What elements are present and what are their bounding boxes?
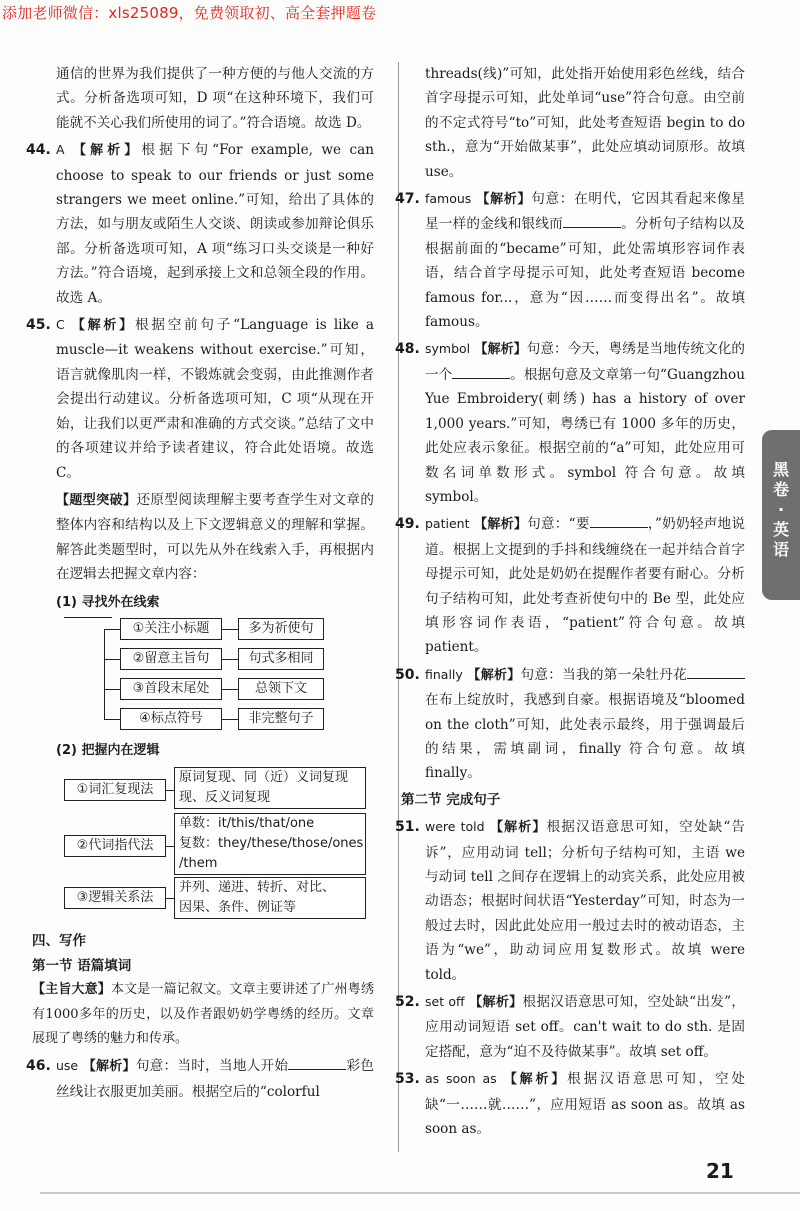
- answer: were told: [425, 819, 485, 835]
- analysis-tag: 【解析】: [503, 1072, 568, 1088]
- analysis-text: 。根据句意及文章第一句“Guangzhou Yue Embroidery(刺绣) has a history of over 1,000 years.”可知，粤绣已有 1000 多年的历史，此处应表示象征。根据空前的“a”可知，此处应用可数名词单数形式。symbol 符合句意。故填 symbol。: [425, 366, 746, 505]
- tree-line: [166, 846, 174, 847]
- logic-method-box: ②代词指代法: [64, 835, 166, 857]
- watermark-text: 添加老师微信：xls25089，免费领取初、高全套押题卷: [2, 4, 377, 22]
- section-outer-clues: (1) 寻找外在线索: [56, 594, 160, 610]
- tree-line: [222, 719, 238, 720]
- analysis-tag: 【解析】: [490, 820, 547, 836]
- question-number: 44.: [26, 142, 51, 159]
- answer: symbol: [425, 341, 471, 357]
- question-number: 51.: [395, 819, 420, 836]
- analysis-text: 根据汉语意思可知，空处缺“告诉”，应用动词 tell；分析句子结构可知，主语 we 与动词 tell 之间存在逻辑上的动宾关系，此处应用被动语态；根据时间状语“Yesterday”可知，时态为一般过去时，因此此处应用一般过去时的被动语态，主语为“we”，助动词应用复数形式。故填 were told。: [425, 819, 745, 983]
- outer-clues-diagram: [56, 617, 374, 735]
- clue-result-box: 非完整句子: [238, 708, 324, 730]
- tree-line: [104, 719, 120, 720]
- clue-result-box: 句式多相同: [238, 648, 324, 670]
- tree-line: [222, 689, 238, 690]
- left-column: [26, 62, 375, 1104]
- inner-logic-diagram: [56, 765, 374, 915]
- tree-line: [64, 617, 112, 618]
- logic-detail-box: [174, 767, 366, 809]
- clue-result-box: 多为祈使句: [238, 618, 324, 640]
- tree-line: [166, 898, 174, 899]
- clue-result-box: 总领下文: [238, 678, 324, 700]
- tree-line: [222, 629, 238, 630]
- question-46: [26, 1054, 375, 1104]
- question-45: [26, 313, 374, 485]
- clue-box: ④标点符号: [120, 708, 222, 730]
- analysis-text: 句意：当我的第一朵牡丹花: [520, 666, 688, 683]
- question-number: 46.: [26, 1058, 51, 1075]
- tip-paragraph: [56, 488, 374, 587]
- tree-line: [104, 689, 120, 690]
- tree-line: [104, 629, 105, 719]
- fill-blank: [288, 1055, 346, 1070]
- analysis-tag: 【解析】: [476, 192, 532, 208]
- logic-method-box: ③逻辑关系法: [64, 887, 166, 909]
- question-number: 48.: [395, 341, 420, 358]
- fill-blank: [590, 513, 648, 528]
- question-number: 45.: [26, 317, 51, 334]
- logic-detail-line: 因果、条件、例证等: [179, 900, 297, 916]
- logic-detail-line: /them: [179, 856, 218, 872]
- clue-box: ①关注小标题: [120, 618, 222, 640]
- logic-detail-line: 原词复现、同（近）义词复现: [179, 770, 349, 786]
- section-writing: 四、写作: [32, 933, 86, 950]
- tree-line: [104, 659, 120, 660]
- analysis-text: 句意：“要: [527, 516, 590, 533]
- question-number: 52.: [395, 994, 420, 1011]
- logic-detail-line: 现、反义词复现: [179, 790, 271, 806]
- question-number: 49.: [395, 516, 420, 533]
- analysis-text: 彩色丝线让衣服更加美丽。根据空后的“colorful: [56, 1058, 375, 1100]
- question-53: [395, 1067, 745, 1141]
- tree-line: [104, 629, 120, 630]
- tip-tag: 【题型突破】: [56, 492, 137, 508]
- section-complete-sentences: 第二节 完成句子: [401, 791, 501, 808]
- question-number: 50.: [395, 666, 420, 683]
- analysis-tag: 【解析】: [82, 1059, 136, 1075]
- logic-detail-box: [174, 813, 366, 875]
- question-number: 47.: [395, 191, 420, 208]
- tree-line: [166, 790, 174, 791]
- analysis-tag: 【解析】: [474, 342, 527, 358]
- analysis-text: 在布上绽放时，我感到自豪。根据语境及“bloomed on the cloth”可知，此处表示最终，用于强调最后的结果，需填副词，finally 符合句意。故填 finally。: [425, 692, 745, 782]
- analysis-tag: 【解析】: [469, 995, 523, 1011]
- question-48: [395, 337, 746, 509]
- answer: A: [56, 142, 65, 158]
- analysis-text: 句意：今天，粤绣是当地传统文化的一个: [425, 341, 745, 383]
- clue-box: ②留意主旨句: [120, 648, 222, 670]
- logic-detail-box: [174, 877, 366, 919]
- side-tab-label: 黑卷·英语: [772, 460, 789, 559]
- tree-line: [222, 659, 238, 660]
- section-inner-logic: (2) 把握内在逻辑: [56, 742, 160, 758]
- logic-detail-line: 并列、递进、转折、对比、: [179, 880, 336, 896]
- answer: use: [56, 1058, 79, 1074]
- column-divider: [398, 62, 399, 1152]
- subject-side-tab: [762, 430, 800, 600]
- analysis-text: 根据空前句子“Language is like a muscle—it weakens without exercise.”可知，语言就像肌肉一样，不锻炼就会变弱，由此推测作者会提出行动建议。分析备选项可知，C 项“从现在开始，让我们以更严肃和准确的方式交谈。”总结了文中的各项建议并给予读者建议，符合此处语境。故选 C。: [56, 317, 374, 481]
- analysis-text: 句意：在明代，它因其看起来像星星一样的金线和银线而: [425, 191, 745, 233]
- analysis-tag: 【解析】: [474, 517, 528, 533]
- bottom-rule: [40, 1192, 800, 1194]
- analysis-text: 根据汉语意思可知，空处缺“出发”，应用动词短语 set off。can't wait to do sth. 是固定搭配，意为“迫不及待做某事”。故填 set off。: [425, 994, 745, 1060]
- analysis-tag: 【解析】: [467, 667, 521, 683]
- answer: set off: [425, 994, 465, 1010]
- question-49: [395, 512, 745, 659]
- page-number: 21: [706, 1159, 734, 1183]
- answer: patient: [425, 516, 470, 532]
- analysis-text: 。分析句子结构以及根据前面的“became”可知，此处需填形容词作表语，结合首字母提示可知，此处考查短语 become famous for...，意为“因……而变得出名”。故填 famous。: [425, 216, 746, 331]
- tip-text: 还原型阅读理解主要考查学生对文章的整体内容和结构以及上下文逻辑意义的理解和掌握。解答此类题型时，可以先从外在线索入手，再根据内在逻辑去把握文章内容：: [56, 491, 374, 583]
- analysis-text: 句意：当时，当地人开始: [135, 1058, 289, 1075]
- answer: as soon as: [425, 1071, 497, 1087]
- right-column: [395, 62, 746, 1141]
- analysis-text: ，”奶奶轻声地说道。根据上文提到的手抖和线缠绕在一起并结合首字母提示可知，此处是奶奶在提醒作者要有耐心。分析句子结构可知，此处考查祈使句中的 Be 型，此处应填形容词作表语，“patient”符合句意。故填 patient。: [425, 516, 745, 656]
- logic-method-box: ①词汇复现法: [64, 779, 166, 801]
- answer: C: [56, 317, 65, 333]
- logic-detail-line: 复数：they/these/those/ones: [179, 836, 364, 852]
- q46-continuation: threads(线)”可知，此处指开始使用彩色丝线，结合首字母提示可知，此处单词“use”符合句意。由空前的不定式符号“to”可知，此处考查短语 begin to do sth.，意为“开始做某事”，此处应填动词原形。故填 use。: [425, 66, 745, 180]
- fill-blank: [563, 213, 621, 228]
- analysis-tag: 【解析】: [72, 143, 142, 159]
- fill-blank: [452, 364, 510, 379]
- theme-text: 本文是一篇记叙文。文章主要讲述了广州粤绣有1000多年的历史，以及作者跟奶奶学粤绣的经历。文章展现了粤绣的魅力和传承。: [32, 982, 374, 1046]
- question-number: 53.: [395, 1071, 420, 1088]
- fill-blank: [687, 664, 745, 679]
- analysis-text: 根据下句“For example, we can choose to speak to our friends or just some strangers we meet online.”可知，给出了具体的方法，如与朋友或陌生人交谈、朗读或参加辩论俱乐部。分析备选项可知，A 项“练习口头交谈是一种好方法。”符合语境，起到承接上文和总领全段的作用。故选 A。: [56, 142, 374, 306]
- theme-paragraph: [32, 978, 374, 1051]
- question-47: [395, 187, 746, 334]
- question-44: [26, 138, 374, 310]
- section-passage-fill: 第一节 语篇填词: [32, 957, 132, 974]
- analysis-text: 根据汉语意思可知，空处缺“一……就……”，应用短语 as soon as。故填 as soon as。: [425, 1071, 745, 1138]
- question-50: [395, 663, 745, 786]
- theme-tag: 【主旨大意】: [32, 982, 111, 998]
- logic-detail-line: 单数：it/this/that/one: [179, 816, 315, 832]
- clue-box: ③首段末尾处: [120, 678, 222, 700]
- question-52: [395, 990, 745, 1064]
- answer: finally: [425, 666, 463, 682]
- analysis-tag: 【解析】: [71, 318, 135, 334]
- answer: famous: [425, 191, 472, 207]
- question-51: [395, 815, 745, 987]
- q43-continuation: 通信的世界为我们提供了一种方便的与他人交流的方式。分析备选项可知，D 项“在这种环境下，我们可能就不关心我们所使用的词了。”符合语境。故选 D。: [56, 66, 374, 131]
